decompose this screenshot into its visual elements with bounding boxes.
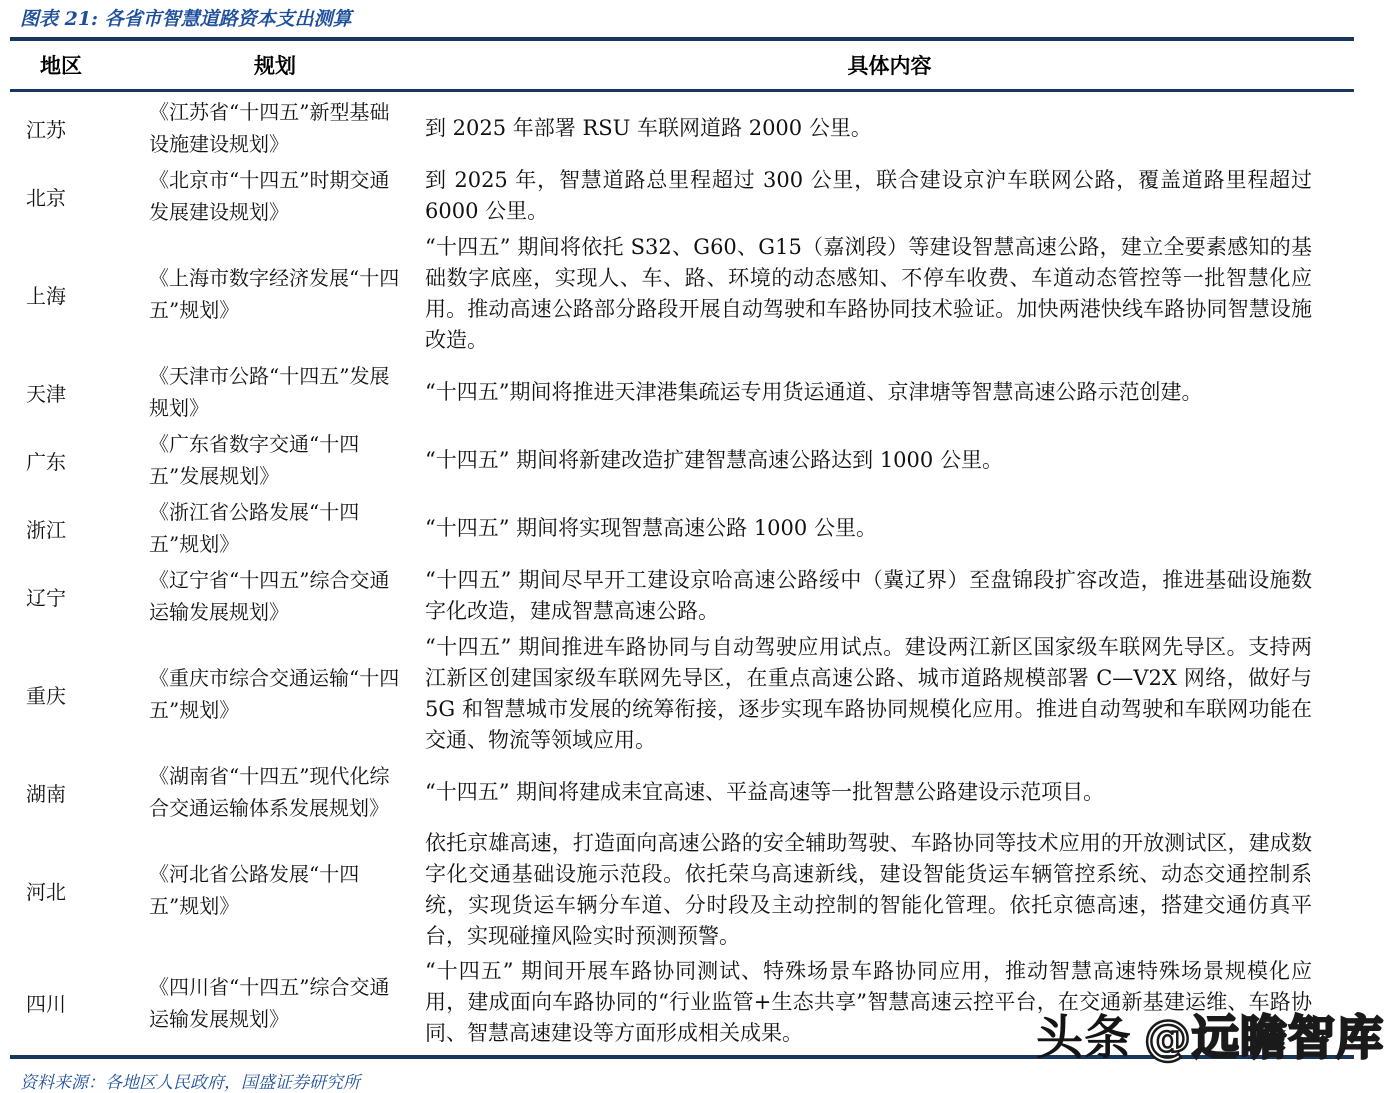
col-header-plan: 规划 [254, 54, 296, 78]
plan-cell: 《浙江省公路发展“十四五”规划》 [149, 500, 360, 556]
table-row [10, 94, 1354, 162]
source-note: 资料来源：各地区人民政府，国盛证券研究所 [20, 1073, 360, 1093]
capex-table [10, 37, 1354, 1059]
region-cell: 天津 [26, 381, 66, 406]
table-row [10, 230, 1354, 358]
table-row [10, 358, 1354, 426]
plan-cell: 《广东省数字交通“十四五”发展规划》 [149, 432, 360, 488]
plan-cell: 《湖南省“十四五”现代化综合交通运输体系发展规划》 [149, 764, 390, 820]
plan-cell: 《四川省“十四五”综合交通运输发展规划》 [149, 974, 390, 1031]
content-cell: 到 2025 年，智慧道路总里程超过 300 公里，联合建设京沪车联网公路，覆盖道路里程超过 6000 公里。 [425, 168, 1312, 223]
watermark [1036, 1001, 1384, 1068]
table-header-row [10, 41, 1354, 92]
region-cell: 湖南 [26, 781, 66, 806]
region-cell: 四川 [26, 992, 66, 1016]
region-cell: 辽宁 [26, 585, 66, 610]
plan-cell: 《辽宁省“十四五”综合交通运输发展规划》 [149, 568, 390, 624]
region-cell: 江苏 [26, 117, 66, 142]
region-cell: 重庆 [26, 683, 66, 708]
content-cell: 依托京雄高速，打造面向高速公路的安全辅助驾驶、车路协同等技术应用的开放测试区，建成数字化交通基础设施示范段。依托荣乌高速新线，建设智能货运车辆管控系统、动态交通控制系统，实现货运车辆分车道、分时段及主动控制的智能化管理。依托京德高速，搭建交通仿真平台，实现碰撞风险实时预测预警。 [425, 831, 1312, 948]
region-cell: 河北 [26, 879, 66, 904]
region-cell: 北京 [26, 185, 66, 210]
watermark-toutiao-text: 头条 [1036, 1011, 1132, 1066]
col-header-region: 地区 [40, 54, 82, 78]
content-cell: “十四五” 期间将新建改造扩建智慧高速公路达到 1000 公里。 [425, 447, 1003, 472]
table-row [10, 494, 1354, 562]
table-row [10, 826, 1354, 954]
content-cell: “十四五” 期间尽早开工建设京哈高速公路绥中（冀辽界）至盘锦段扩容改造，推进基础设施数字化改造，建成智慧高速公路。 [425, 568, 1312, 623]
content-cell: “十四五” 期间将建成耒宜高速、平益高速等一批智慧公路建设示范项目。 [425, 779, 1105, 804]
table-row [10, 162, 1354, 230]
content-cell: “十四五” 期间推进车路协同与自动驾驶应用试点。建设两江新区国家级车联网先导区。支持两江新区创建国家级车联网先导区，在重点高速公路、城市道路规模部署 C—V2X 网络，做好与 5G 和智慧城市发展的统筹衔接，逐步实现车路协同规模化应用。推进自动驾驶和车联网功能在交通、物流等领域应用。 [425, 635, 1312, 752]
region-cell: 广东 [26, 449, 66, 474]
col-header-content: 具体内容 [847, 54, 932, 78]
region-cell: 上海 [26, 283, 66, 308]
content-cell: “十四五” 期间开展车路协同测试、特殊场景车路协同应用，推动智慧高速特殊场景规模化应用，建成面向车路协同的“行业监管+生态共享”智慧高速云控平台，在交通新基建运维、车路协同、智慧高速建设等方面形成相关成果。 [425, 959, 1312, 1045]
plan-cell: 《上海市数字经济发展“十四五”规划》 [149, 266, 400, 322]
table-row [10, 758, 1354, 826]
plan-cell: 《江苏省“十四五”新型基础设施建设规划》 [149, 100, 390, 156]
plan-cell: 《河北省公路发展“十四五”规划》 [149, 862, 360, 918]
content-cell: “十四五” 期间将依托 S32、G60、G15（嘉浏段）等建设智慧高速公路，建立全要素感知的基础数字底座，实现人、车、路、环境的动态感知、不停车收费、车道动态管控等一批智慧化应用。推动高速公路部分路段开展自动驾驶和车路协同技术验证。加快两港快线车路协同智慧设施改造。 [425, 235, 1312, 352]
table-row [10, 562, 1354, 630]
table-row [10, 426, 1354, 494]
region-cell: 浙江 [26, 517, 66, 542]
figure-title: 图表 21: 各省市智慧道路资本支出测算 [20, 8, 352, 30]
table-row [10, 630, 1354, 758]
plan-cell: 《重庆市综合交通运输“十四五”规划》 [149, 666, 400, 722]
content-cell: 到 2025 年部署 RSU 车联网道路 2000 公里。 [425, 115, 872, 140]
table-body [10, 92, 1354, 1055]
content-cell: “十四五” 期间将实现智慧高速公路 1000 公里。 [425, 515, 877, 540]
watermark-handle-text: @远瞻智库 [1144, 1011, 1384, 1066]
content-cell: “十四五”期间将推进天津港集疏运专用货运通道、京津塘等智慧高速公路示范创建。 [425, 379, 1203, 404]
plan-cell: 《北京市“十四五”时期交通发展建设规划》 [149, 168, 390, 224]
plan-cell: 《天津市公路“十四五”发展规划》 [149, 364, 390, 420]
